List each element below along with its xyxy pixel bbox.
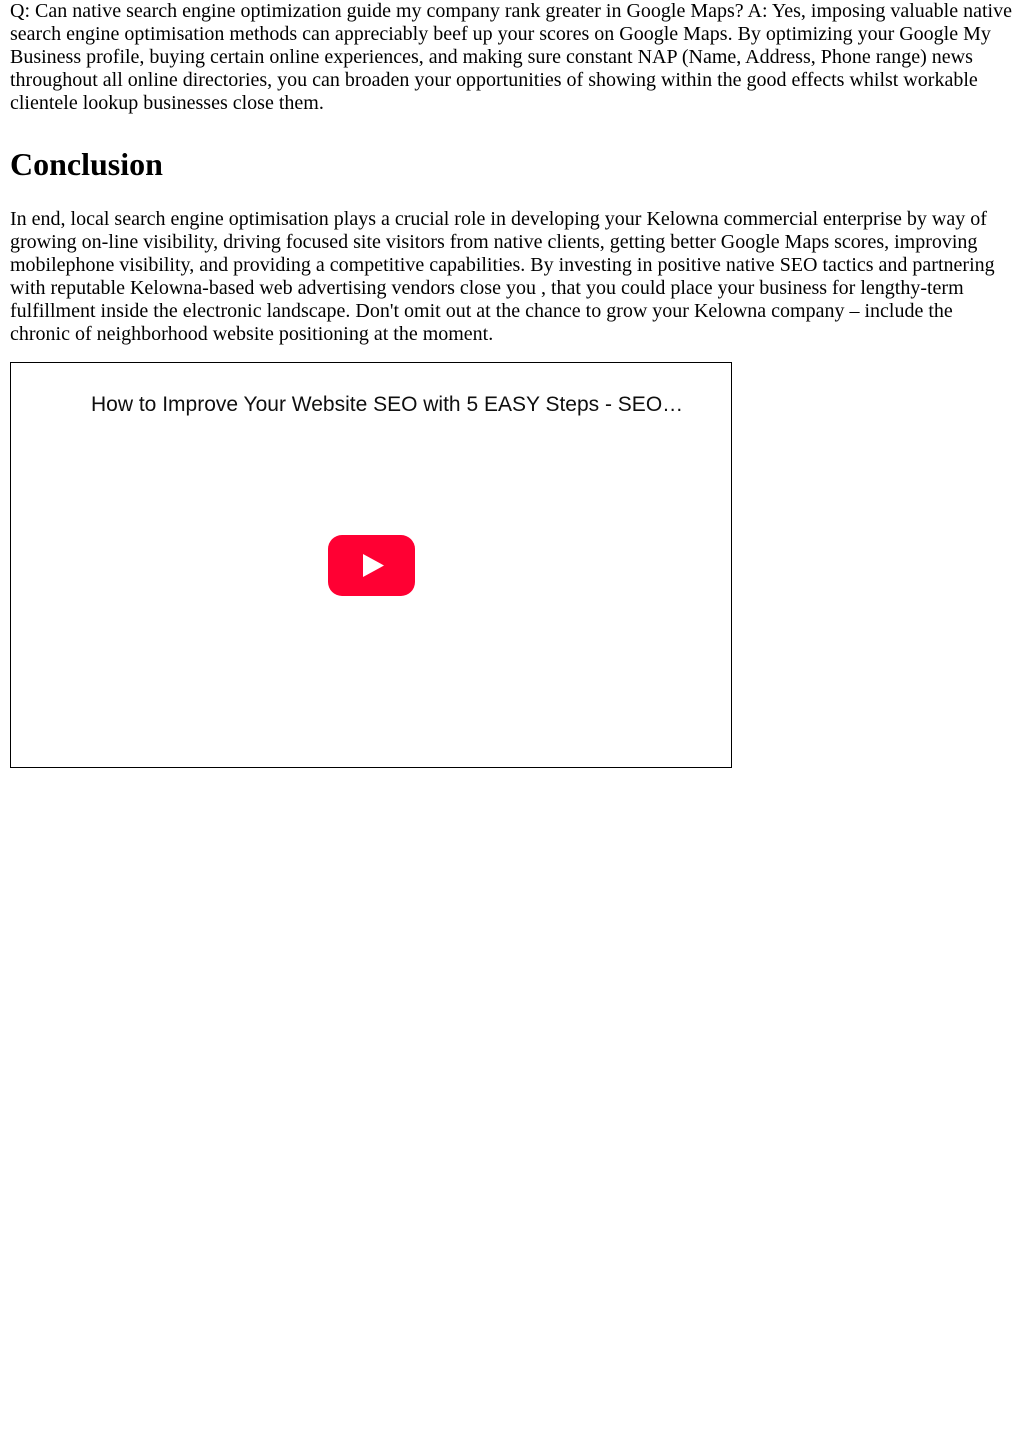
play-button[interactable] (328, 535, 415, 596)
play-icon (328, 535, 415, 596)
video-title[interactable]: How to Improve Your Website SEO with 5 EASY Steps - SEO… (91, 393, 684, 416)
conclusion-paragraph: In end, local search engine optimisation plays a crucial role in developing your Kelowna commercial enterprise by way of growing on-line visibility, driving focused site visitors from native clients, getting better Google Maps scores, improving mobilephone visibility, and providing a competitive capabilities. By investing in positive native SEO tactics and partnering with reputable Kelowna-based web advertising vendors close you , that you could place your business for lengthy-term fulfillment inside the electronic landscape. Don't omit out at the chance to grow your Kelowna company – include the chronic of neighborhood website positioning at the moment. (10, 208, 995, 345)
article (10, 0, 1014, 346)
conclusion-heading: Conclusion (10, 146, 163, 182)
qa-paragraph: Q: Can native search engine optimization guide my company rank greater in Google Maps? A: Yes, imposing valuable native search engine optimisation methods can appreciably beef up your scores on Google Maps. By optimizing your Google My Business profile, buying certain online experiences, and making sure constant NAP (Name, Address, Phone range) news throughout all online directories, you can broaden your opportunities of showing within the good effects whilst workable clientele lookup businesses close them. (10, 0, 1012, 114)
youtube-video-embed[interactable] (10, 362, 732, 768)
